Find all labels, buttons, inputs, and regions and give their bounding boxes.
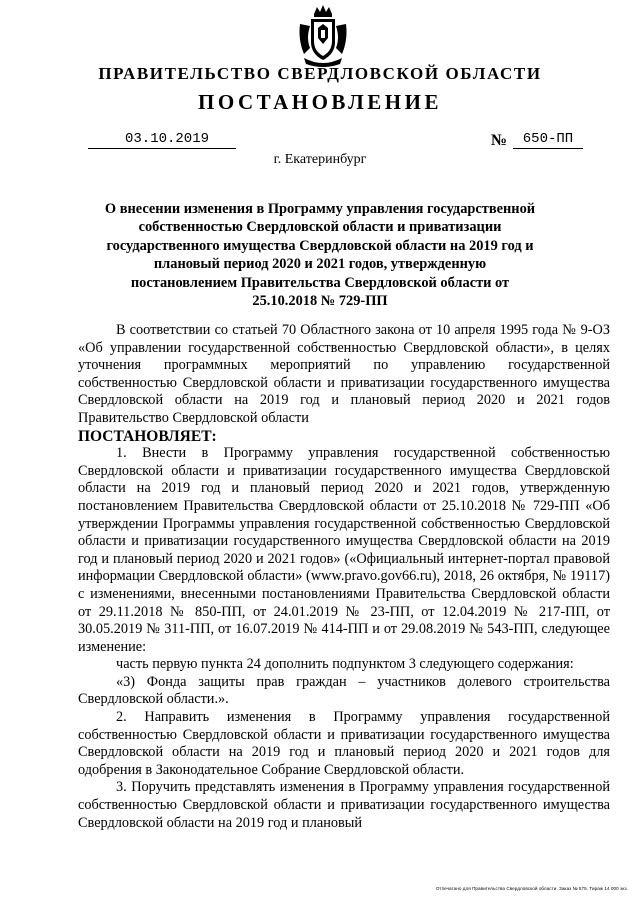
paragraph-2: 2. Направить изменения в Программу управления государственной собственностью Свердловской области и приватизации государственного имущества Свердловской области на 2019 год и плановый период 2020 и 2021 годов для одобрения в Законодательное Собрание Свердловской области. xyxy=(78,709,610,778)
paragraph-3: 3. Поручить представлять изменения в Программу управления государственной собственностью Свердловской области и приватизации государственного имущества Свердловской области на 2019 год и плановый xyxy=(78,779,610,831)
print-footer: Отпечатано для Правительства Свердловской области. Заказ № 575. Тираж 14 000 экз. xyxy=(435,886,628,891)
paragraph-1: 1. Внести в Программу управления государственной собственностью Свердловской области и приватизации государственного имущества Свердловской области на 2019 год и плановый период 2020 и 2021 годов, утвержденную постановлением Правительства Свердловской области от 25.10.2018 № 729-ПП «Об утверждении Программы управления государственной собственностью Свердловской области и приватизации государственного имущества Свердловской области на 2019 год и плановый период 2020 и 2021 годов» («Официальный интернет-портал правовой информации Свердловской области» (www.pravo.gov66.ru), 2018, 26 октября, № 19117) с изменениями, внесенными постановлениями Правительства Свердловской области от 29.11.2018 № 850-ПП, от 24.01.2019 № 23-ПП, от 12.04.2019 № 217-ПП, от 30.05.2019 № 311-ПП, от 16.07.2019 № 414-ПП и от 29.08.2019 № 543-ПП, следующее изменение: xyxy=(78,445,610,655)
document-body xyxy=(78,322,610,832)
document-date: 03.10.2019 xyxy=(88,130,236,149)
decree-word: ПОСТАНОВЛЯЕТ: xyxy=(78,427,217,445)
document-title: О внесении изменения в Программу управления государственной собственностью Свердловской области и приватизации государственного имущества Свердловской области на 2019 год и плановый период 2020 и 2021 годов, утвержденную постановлением Правительства Свердловской области от 25.10.2018 № 729-ПП xyxy=(104,201,536,310)
paragraph-preamble: В соответствии со статьей 70 Областного закона от 10 апреля 1995 года № 9-ОЗ «Об управлении государственной собственностью Свердловской области», в целях уточнения программных мероприятий по управлению государственной собственностью Свердловской области и приватизации государственного имущества Свердловской области на 2019 год и плановый период 2020 и 2021 годов Правительство Свердловской области xyxy=(78,322,610,426)
paragraph-amendment-text: «3) Фонда защиты прав граждан – участников долевого строительства Свердловской области.». xyxy=(78,673,610,708)
number-sign: № xyxy=(491,132,508,149)
organization-name: ПРАВИТЕЛЬСТВО СВЕРДЛОВСКОЙ ОБЛАСТИ xyxy=(98,64,542,83)
document-type: ПОСТАНОВЛЕНИЕ xyxy=(198,90,442,114)
document-number: 650-ПП xyxy=(513,130,583,149)
paragraph-amendment-intro: часть первую пункта 24 дополнить подпунктом 3 следующего содержания: xyxy=(116,656,574,673)
city: г. Екатеринбург xyxy=(273,152,367,167)
coat-of-arms-icon xyxy=(296,4,350,68)
